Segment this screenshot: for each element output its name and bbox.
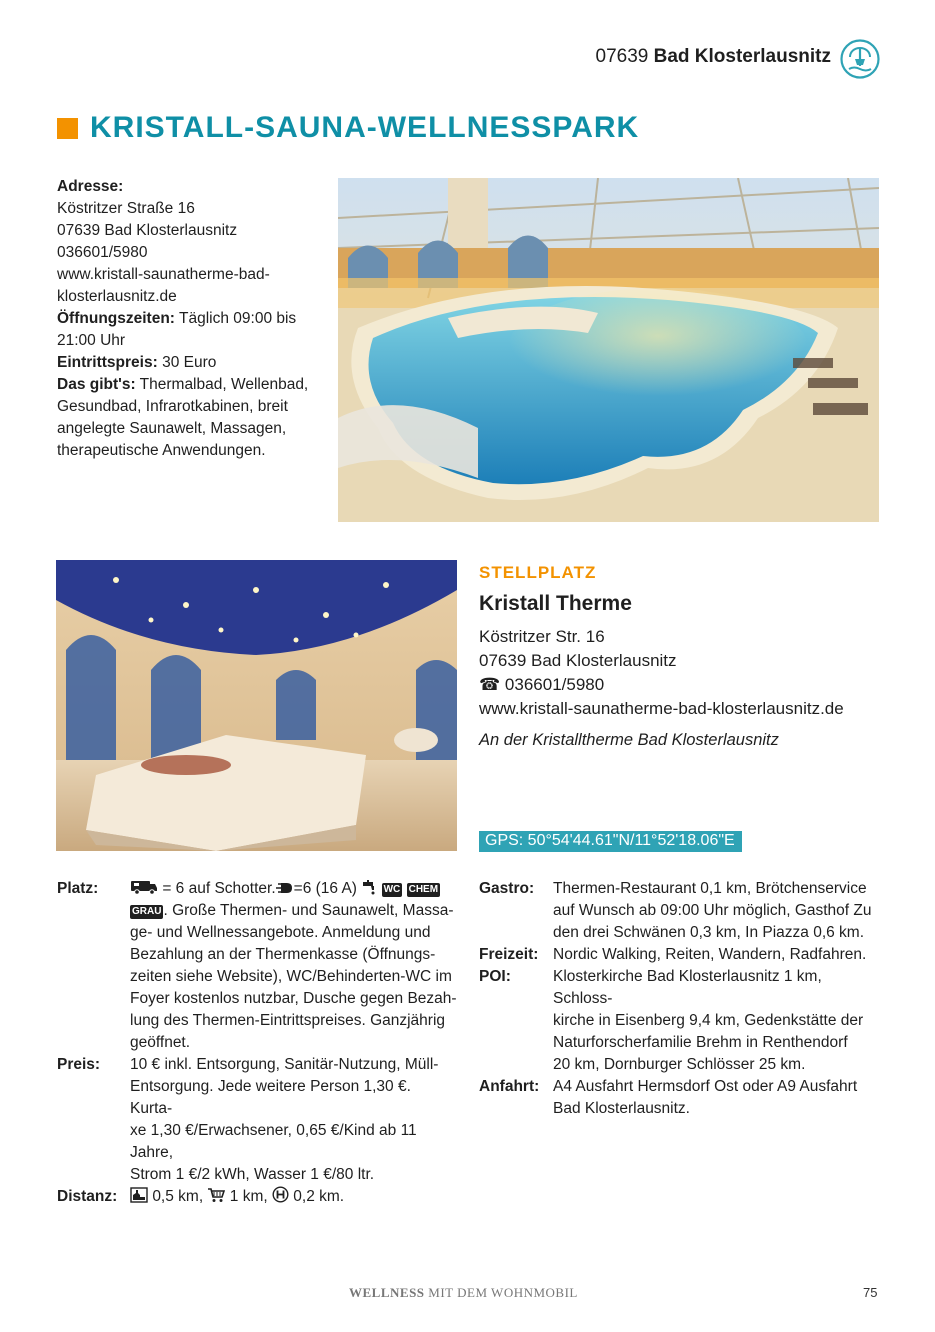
poi-line-2: kirche in Eisenberg 9,4 km, Gedenkstätte der bbox=[553, 1012, 864, 1029]
hammam-photo bbox=[56, 560, 457, 851]
chem-badge: CHEM bbox=[408, 884, 439, 895]
preis-line-2: Entsorgung. Jede weitere Person 1,30 €. Kurta- bbox=[130, 1078, 411, 1117]
anfahrt-line-1: A4 Ausfahrt Hermsdorf Ost oder A9 Ausfahrt bbox=[553, 1078, 858, 1095]
gastro-line-2: auf Wunsch ab 09:00 Uhr möglich, Gasthof Zu bbox=[553, 902, 872, 919]
anfahrt-line-2: Bad Klosterlausnitz. bbox=[553, 1100, 690, 1117]
stellplatz-city: 07639 Bad Klosterlausnitz bbox=[479, 651, 677, 670]
preis-line-4: Strom 1 €/2 kWh, Wasser 1 €/80 ltr. bbox=[130, 1166, 375, 1183]
motorhome-icon bbox=[130, 879, 158, 895]
running-footer bbox=[349, 1285, 578, 1301]
stellplatz-description: An der Kristalltherme Bad Klosterlausnitz bbox=[479, 731, 779, 749]
hours-label: Öffnungszeiten: bbox=[57, 310, 175, 327]
info-block bbox=[57, 176, 322, 462]
stellplatz-name: Kristall Therme bbox=[479, 592, 632, 615]
platz-line-2: . Große Thermen- und Saunawelt, Massa- bbox=[163, 902, 454, 919]
platz-row bbox=[57, 878, 457, 1054]
shopping-cart-icon bbox=[207, 1187, 225, 1203]
address-phone: 036601/5980 bbox=[57, 244, 148, 261]
poi-row bbox=[479, 966, 879, 1076]
preis-line-1: 10 € inkl. Entsorgung, Sanitär-Nutzung, Müll- bbox=[130, 1056, 439, 1073]
platz-line-3: ge- und Wellnessangebote. Anmeldung und bbox=[130, 924, 431, 941]
footer-bold: WELLNESS bbox=[349, 1285, 425, 1300]
platz-line-4: Bezahlung an der Thermenkasse (Öffnungs- bbox=[130, 946, 436, 963]
phone-icon: ☎ bbox=[479, 675, 501, 694]
offer-line-1: Thermalbad, Wellenbad, bbox=[139, 376, 309, 393]
page-title: KRISTALL-SAUNA-WELLNESSPARK bbox=[90, 111, 640, 144]
platz-label: Platz: bbox=[57, 880, 99, 897]
platz-line-7: lung des Thermen-Eintrittspreises. Ganzjährig bbox=[130, 1012, 446, 1029]
freizeit-row bbox=[479, 944, 879, 966]
website-line-1[interactable]: www.kristall-saunatherme-bad- bbox=[57, 266, 270, 283]
stellplatz-phone: 036601/5980 bbox=[504, 675, 605, 694]
page-number: 75 bbox=[863, 1285, 878, 1300]
address-label: Adresse: bbox=[57, 178, 124, 195]
preis-line-3: xe 1,30 €/Erwachsener, 0,65 €/Kind ab 11 Jahre, bbox=[130, 1122, 417, 1161]
stellplatz-website[interactable]: www.kristall-saunatherme-bad-klosterlausnitz.de bbox=[479, 699, 844, 718]
footer-rest: MIT DEM WOHNMOBIL bbox=[428, 1285, 578, 1300]
water-tap-icon bbox=[361, 880, 377, 895]
gastro-row bbox=[479, 878, 879, 944]
hours-value-2: 21:00 Uhr bbox=[57, 332, 126, 349]
wc-badge: WC bbox=[383, 884, 401, 895]
power-plug-icon bbox=[276, 881, 294, 895]
poi-line-1: Klosterkirche Bad Klosterlausnitz 1 km, Schloss- bbox=[553, 968, 822, 1007]
distance-shop: 1 km, bbox=[229, 1188, 268, 1205]
running-header bbox=[596, 46, 832, 68]
details-right bbox=[479, 878, 879, 1120]
gastro-label: Gastro: bbox=[479, 880, 535, 897]
distance-bus: 0,2 km. bbox=[293, 1188, 345, 1205]
offer-line-2: Gesundbad, Infrarotkabinen, breit bbox=[57, 398, 288, 415]
offer-line-3: angelegte Saunawelt, Massagen, bbox=[57, 420, 287, 437]
address-city: 07639 Bad Klosterlausnitz bbox=[57, 222, 238, 239]
gastro-line-1: Thermen-Restaurant 0,1 km, Brötchenservice bbox=[553, 880, 867, 897]
platz-line-5: zeiten siehe Website), WC/Behinderten-WC im bbox=[130, 968, 452, 985]
platz-line-8: geöffnet. bbox=[130, 1034, 191, 1051]
stellplatz-address bbox=[479, 625, 844, 721]
preis-row bbox=[57, 1054, 457, 1186]
offer-line-4: therapeutische Anwendungen. bbox=[57, 442, 266, 459]
title-marker bbox=[57, 118, 78, 139]
distanz-row bbox=[57, 1186, 457, 1208]
preis-label: Preis: bbox=[57, 1056, 101, 1073]
header-town: Bad Klosterlausnitz bbox=[653, 46, 831, 67]
gps-badge: GPS: 50°54'44.61"N/11°52'18.06"E bbox=[479, 831, 742, 852]
grau-badge: GRAU bbox=[132, 906, 162, 917]
platz-power: =6 (16 A) bbox=[293, 880, 357, 897]
website-line-2[interactable]: klosterlausnitz.de bbox=[57, 288, 177, 305]
header-zip: 07639 bbox=[595, 46, 649, 67]
poi-label: POI: bbox=[479, 968, 511, 985]
fountain-icon bbox=[840, 39, 880, 79]
platz-spaces: = 6 auf Schotter. bbox=[162, 880, 276, 897]
pool-photo bbox=[338, 178, 879, 522]
address-street: Köstritzer Straße 16 bbox=[57, 200, 195, 217]
platz-line-6: Foyer kostenlos nutzbar, Dusche gegen Bezah- bbox=[130, 990, 457, 1007]
price-value: 30 Euro bbox=[162, 354, 217, 371]
distance-town: 0,5 km, bbox=[152, 1188, 204, 1205]
freizeit-label: Freizeit: bbox=[479, 946, 539, 963]
poi-line-3: Naturforscherfamilie Brehm in Renthendorf bbox=[553, 1034, 848, 1051]
price-label: Eintrittspreis: bbox=[57, 354, 158, 371]
freizeit-line-1: Nordic Walking, Reiten, Wandern, Radfahren. bbox=[553, 946, 867, 963]
bus-stop-icon bbox=[272, 1186, 289, 1203]
offer-label: Das gibt's: bbox=[57, 376, 136, 393]
poi-line-4: 20 km, Dornburger Schlösser 25 km. bbox=[553, 1056, 806, 1073]
anfahrt-row bbox=[479, 1076, 879, 1120]
gastro-line-3: den drei Schwänen 0,3 km, In Piazza 0,6 km. bbox=[553, 924, 865, 941]
stellplatz-label: STELLPLATZ bbox=[479, 563, 597, 582]
distanz-label: Distanz: bbox=[57, 1188, 118, 1205]
anfahrt-label: Anfahrt: bbox=[479, 1078, 540, 1095]
town-icon bbox=[130, 1187, 148, 1203]
hours-value: Täglich 09:00 bis bbox=[179, 310, 297, 327]
details-left bbox=[57, 878, 457, 1208]
stellplatz-street: Köstritzer Str. 16 bbox=[479, 627, 605, 646]
